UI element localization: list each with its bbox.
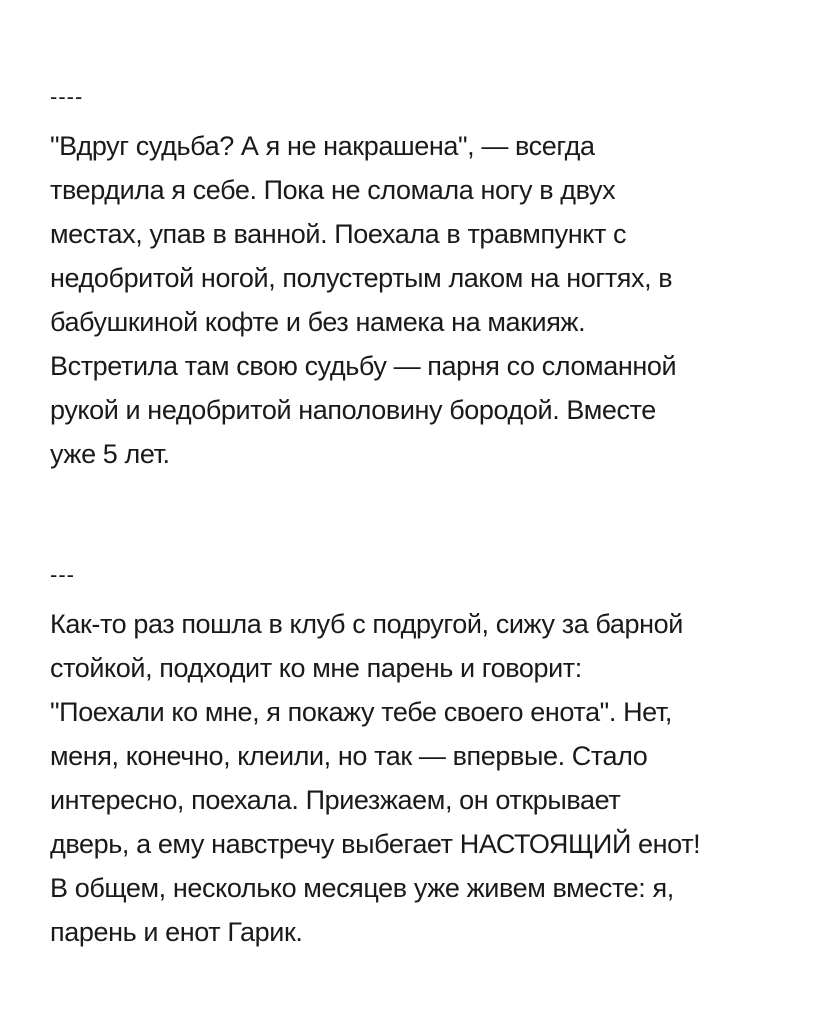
story-first	[50, 82, 790, 476]
story-text: Как-то раз пошла в клуб с подругой, сижу за барной стойкой, подходит ко мне парень и говорит: "Поехали ко мне, я покажу тебе своего енота". Нет, меня, конечно, клеили, но так — впервые. Стало интересно, поехала. Приезжаем, он открывает дверь, а ему навстречу выбегает НАСТОЯЩИЙ енот! В общем, несколько месяцев уже живем вместе: я, парень и енот Гарик.	[50, 609, 701, 947]
separator-dashes: ----	[50, 84, 84, 109]
story-text: "Вдруг судьба? А я не накрашена", — всегда твердила я себе. Пока не сломала ногу в двух местах, упав в ванной. Поехала в травмпункт с недобритой ногой, полустертым лаком на ногтях, в бабушкиной кофте и без намека на макияж. Встретила там свою судьбу — парня со сломанной рукой и недобритой наполовину бородой. Вместе уже 5 лет.	[50, 131, 677, 469]
story-second	[50, 560, 790, 954]
separator-dashes: ---	[50, 562, 75, 587]
